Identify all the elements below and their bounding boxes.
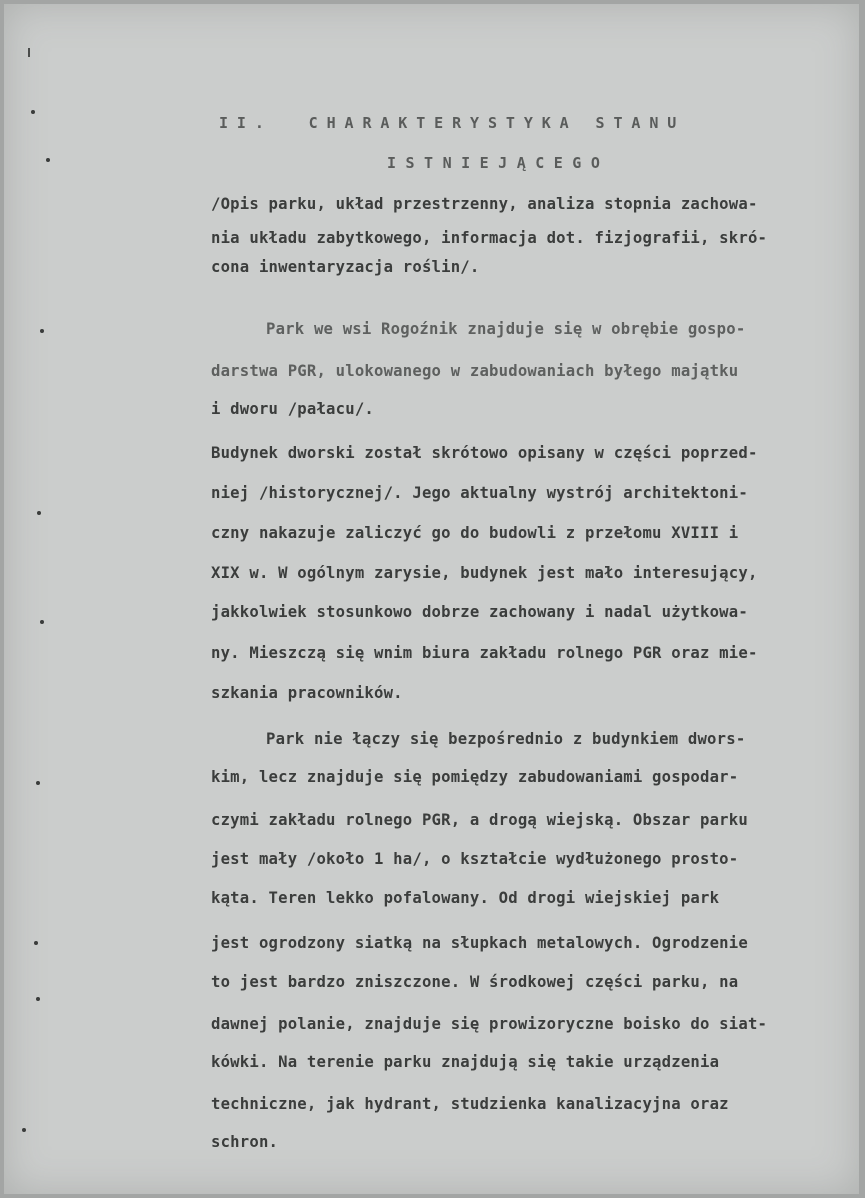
text-line: cona inwentaryzacja roślin/. <box>211 258 480 276</box>
document-page <box>4 4 859 1194</box>
margin-mark <box>40 620 44 624</box>
margin-mark <box>31 110 35 114</box>
margin-mark <box>46 158 50 162</box>
text-line: i dworu /pałacu/. <box>211 400 374 418</box>
text-line: darstwa PGR, ulokowanego w zabudowaniach byłego majątku <box>211 362 739 380</box>
text-line: /Opis parku, układ przestrzenny, analiza stopnia zachowa- <box>211 195 758 213</box>
text-line: XIX w. W ogólnym zarysie, budynek jest mało interesujący, <box>211 564 758 582</box>
text-line: techniczne, jak hydrant, studzienka kanalizacyjna oraz <box>211 1095 729 1113</box>
text-line: kąta. Teren lekko pofalowany. Od drogi wiejskiej park <box>211 889 720 907</box>
margin-mark <box>22 1128 26 1132</box>
text-line: ny. Mieszczą się wnim biura zakładu rolnego PGR oraz mie- <box>211 644 758 662</box>
text-line: Budynek dworski został skrótowo opisany w części poprzed- <box>211 444 758 462</box>
text-line: nia układu zabytkowego, informacja dot. fizjografii, skró- <box>211 229 768 247</box>
margin-mark <box>37 511 41 515</box>
text-line: kim, lecz znajduje się pomiędzy zabudowaniami gospodar- <box>211 768 739 786</box>
text-line: czny nakazuje zaliczyć go do budowli z przełomu XVIII i <box>211 524 739 542</box>
text-line: czymi zakładu rolnego PGR, a drogą wiejską. Obszar parku <box>211 811 748 829</box>
text-line: Park nie łączy się bezpośrednio z budynkiem dwors- <box>266 730 746 748</box>
text-line: Park we wsi Rogoźnik znajduje się w obrębie gospo- <box>266 320 746 338</box>
text-line: kówki. Na terenie parku znajdują się takie urządzenia <box>211 1053 720 1071</box>
section-heading-continued: ISTNIEJĄCEGO <box>387 154 610 172</box>
text-line: schron. <box>211 1133 279 1151</box>
text-line: jest ogrodzony siatką na słupkach metalowych. Ogrodzenie <box>211 934 748 952</box>
text-line: niej /historycznej/. Jego aktualny wystrój architektoni- <box>211 484 748 502</box>
margin-mark <box>36 781 40 785</box>
text-line: to jest bardzo zniszczone. W środkowej części parku, na <box>211 973 739 991</box>
section-heading: II. CHARAKTERYSTYKA STANU <box>219 114 686 132</box>
text-line: jakkolwiek stosunkowo dobrze zachowany i nadal użytkowa- <box>211 603 748 621</box>
margin-mark <box>36 997 40 1001</box>
margin-mark <box>28 48 30 57</box>
text-line: szkania pracowników. <box>211 684 403 702</box>
text-line: dawnej polanie, znajduje się prowizoryczne boisko do siat- <box>211 1015 768 1033</box>
margin-mark <box>34 941 38 945</box>
margin-mark <box>40 329 44 333</box>
text-line: jest mały /około 1 ha/, o kształcie wydłużonego prosto- <box>211 850 739 868</box>
